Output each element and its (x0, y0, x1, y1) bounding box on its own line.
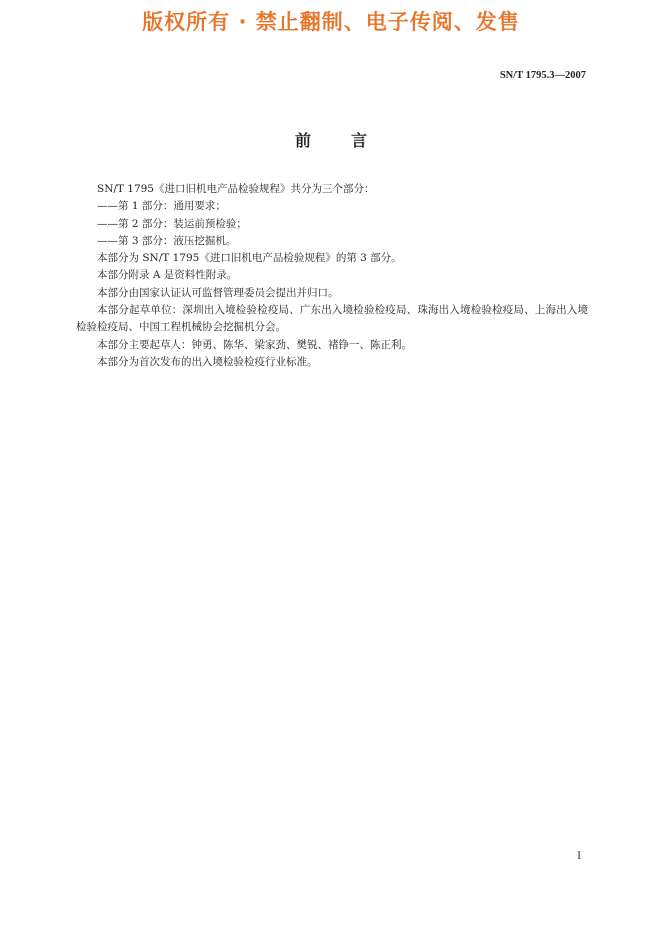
foreword-body (76, 181, 588, 371)
paragraph-drafting-units: 本部分起草单位：深圳出入境检验检疫局、广东出入境检验检疫局、珠海出入境检验检疫局、上海出入境检验检疫局、中国工程机械协会挖掘机分会。 (76, 304, 588, 334)
copyright-banner: 版权所有 · 禁止翻制、电子传阅、发售 (142, 10, 520, 34)
list-item-part1: ——第 1 部分：通用要求； (97, 200, 226, 213)
paragraph-intro: SN/T 1795《进口旧机电产品检验规程》共分为三个部分： (97, 183, 375, 195)
list-item-part3: ——第 3 部分：液压挖掘机。 (97, 234, 237, 247)
page-number: I (577, 850, 582, 862)
paragraph-proposer: 本部分由国家认证认可监督管理委员会提出并归口。 (97, 286, 339, 299)
paragraph-part-statement: 本部分为 SN/T 1795《进口旧机电产品检验规程》的第 3 部分。 (97, 252, 402, 265)
list-item-part2: ——第 2 部分：装运前预检验； (97, 217, 247, 230)
paragraph-first-release: 本部分为首次发布的出入境检验检疫行业标准。 (97, 355, 318, 368)
paragraph-drafters: 本部分主要起草人：钟勇、陈华、梁家劲、樊锐、褚铮一、陈正利。 (97, 338, 412, 351)
paragraph-appendix: 本部分附录 A 是资料性附录。 (97, 269, 238, 282)
standard-number: SN/T 1795.3—2007 (499, 70, 586, 81)
page-title: 前言 (294, 131, 407, 150)
